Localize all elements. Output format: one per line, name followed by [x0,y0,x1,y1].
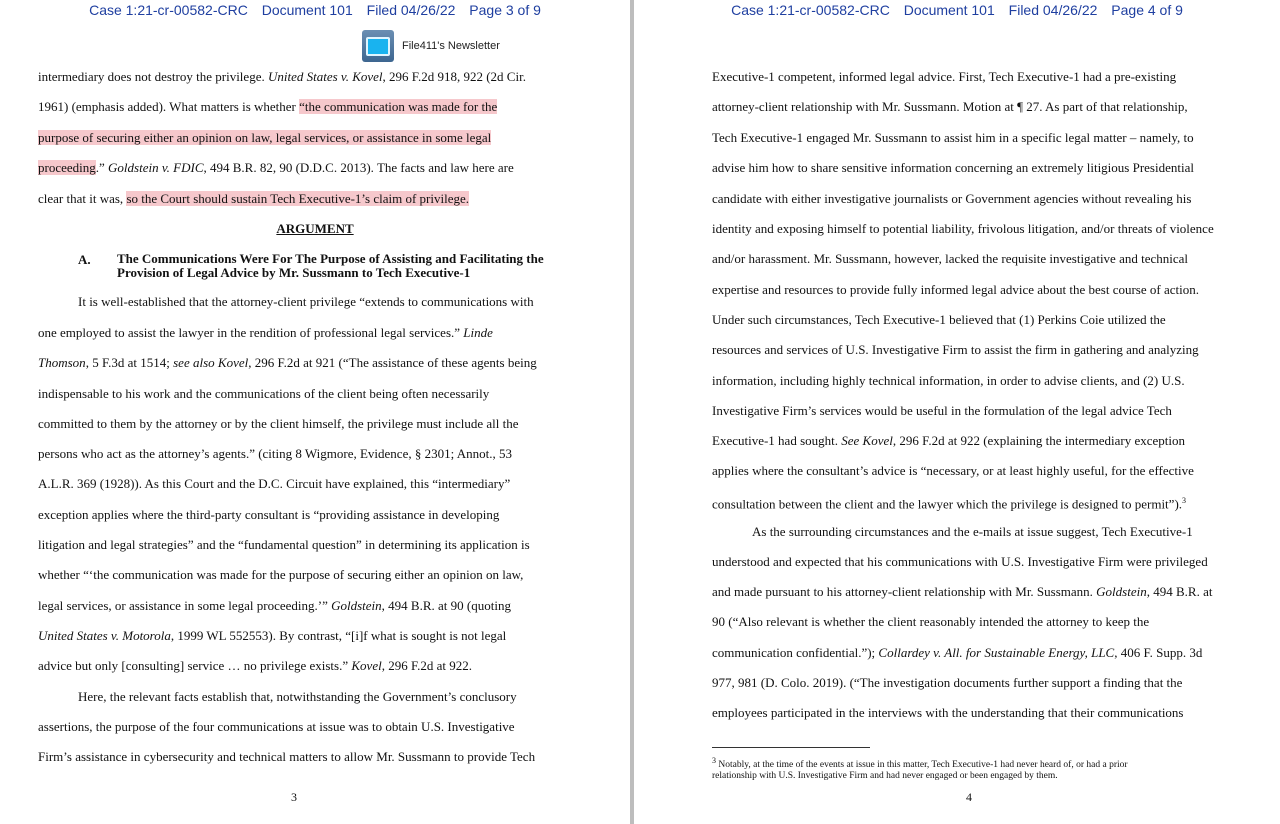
body-line: Here, the relevant facts establish that, notwithstanding the Government’s conclusory [78,689,517,704]
body-line: understood and expected that his communications with U.S. Investigative Firm were privileged [712,554,1208,569]
body-line: whether “‘the communication was made for the purpose of securing either an opinion on law, [38,567,524,582]
page-count: Page 3 of 9 [469,2,541,18]
subsection-letter: A. [78,252,91,267]
filed-date: Filed 04/26/22 [1008,2,1098,18]
body-line: candidate with either investigative journalists or Government agencies without revealing his [712,191,1192,206]
body-line: Investigative Firm’s services would be useful in the formulation of the legal advice Tech [712,403,1172,418]
body-line: United States v. Motorola, 1999 WL 552553). By contrast, “[i]f what is sought is not legal [38,628,507,643]
body-line: clear that it was, so the Court should sustain Tech Executive-1’s claim of privilege. [38,191,469,206]
page-header-right [634,2,1280,18]
subsection-title: The Communications Were For The Purpose of Assisting and Facilitating the Provision of Legal Advice by Mr. Sussmann to Tech Executive-1 [117,251,544,280]
body-line: information, including highly technical information, in order to advise clients, and (2) U.S. [712,373,1185,388]
body-line: Executive-1 competent, informed legal advice. First, Tech Executive-1 had a pre-existing [712,69,1177,84]
body-line: As the surrounding circumstances and the e-mails at issue suggest, Tech Executive-1 [752,524,1193,539]
highlighted-text: purpose of securing either an opinion on law, legal services, or assistance in some legal [38,130,492,145]
highlighted-text: proceeding [38,160,96,175]
body-line: indispensable to his work and the communications of the client being often necessarily [38,386,490,401]
body-line: committed to them by the attorney or by the client himself, the privilege must include all the [38,416,519,431]
newsletter-badge[interactable] [362,30,500,62]
case-number: Case 1:21-cr-00582-CRC [731,2,890,18]
body-line: exception applies where the third-party consultant is “providing assistance in developing [38,507,500,522]
footnote-marker[interactable]: 3 [1182,496,1187,505]
footnote-separator [712,747,870,748]
body-line: applies where the consultant’s advice is “necessary, or at least highly useful, for the effective [712,463,1194,478]
body-line: Executive-1 had sought. See Kovel, 296 F.2d at 922 (explaining the intermediary exception [712,433,1185,448]
body-line: consultation between the client and the lawyer which the privilege is designed to permit”).$^3$ [712,496,1187,512]
body-line: Tech Executive-1 engaged Mr. Sussmann to assist him in a specific legal matter – namely, to [712,130,1194,145]
document-page-4 [634,0,1280,824]
body-line: resources and services of U.S. Investigative Firm to assist the firm in gathering and analyzing [712,342,1199,357]
body-line: 90 (“Also relevant is whether the client reasonably intended the attorney to keep the [712,614,1150,629]
body-line: advise him how to share sensitive information concerning an extremely litigious Presidential [712,160,1194,175]
section-heading: ARGUMENT [276,221,354,236]
page-count: Page 4 of 9 [1111,2,1183,18]
body-line: proceeding.” Goldstein v. FDIC, 494 B.R. 82, 90 (D.D.C. 2013). The facts and law here are [38,160,514,175]
document-number: Document 101 [261,2,353,18]
body-line: 977, 981 (D. Colo. 2019). (“The investigation documents further support a finding that the [712,675,1183,690]
body-line: 1961) (emphasis added). What matters is whether “the communication was made for the [38,99,498,114]
document-number: Document 101 [903,2,995,18]
page-number: 4 [966,790,972,804]
body-line: communication confidential.”); Collardey v. All. for Sustainable Energy, LLC, 406 F. Supp. 3d [712,645,1203,660]
body-line: Thomson, 5 F.3d at 1514; see also Kovel, 296 F.2d at 921 (“The assistance of these agents being [38,355,537,370]
body-line: expertise and resources to provide fully informed legal advice about the best course of action. [712,282,1199,297]
highlighted-text: “the communication was made for the [299,99,498,114]
computer-monitor-icon [362,30,394,62]
body-line: Firm’s assistance in cybersecurity and technical matters to allow Mr. Sussmann to provide Tech [38,749,536,764]
highlighted-text: so the Court should sustain Tech Executive-1’s claim of privilege. [126,191,469,206]
body-line: assertions, the purpose of the four communications at issue was to obtain U.S. Investigative [38,719,515,734]
body-line: persons who act as the attorney’s agents.” (citing 8 Wigmore, Evidence, § 2301; Annot., 53 [38,446,512,461]
page-number: 3 [291,790,297,804]
body-line: and made pursuant to his attorney-client relationship with Mr. Sussmann. Goldstein, 494 B.R. at [712,584,1213,599]
body-line: intermediary does not destroy the privilege. United States v. Kovel, 296 F.2d 918, 922 (2d Cir. [38,69,526,84]
body-line: attorney-client relationship with Mr. Sussmann. Motion at ¶ 27. As part of that relationship, [712,99,1188,114]
page-header-left [0,2,630,18]
body-line: advice but only [consulting] service … no privilege exists.” Kovel, 296 F.2d at 922. [38,658,473,673]
body-line: one employed to assist the lawyer in the rendition of professional legal services.” Linde [38,325,493,340]
footnote: $^3$ Notably, at the time of the events at issue in this matter, Tech Executive-1 had never heard of, or had a prior relationship with U.S. Investigative Firm and had never engaged or been engaged by them. [712,756,1128,782]
body-line: identity and exposing himself to potential liability, frivolous litigation, and/or threats of violence [712,221,1214,236]
body-line [38,130,491,146]
body-line: legal services, or assistance in some legal proceeding.’” Goldstein, 494 B.R. at 90 (quoting [38,598,511,613]
body-line: litigation and legal strategies” and the “fundamental question” in determining its application is [38,537,530,552]
case-number: Case 1:21-cr-00582-CRC [89,2,248,18]
body-line: A.L.R. 369 (1928)). As this Court and the D.C. Circuit have explained, this “intermediary” [38,476,511,491]
document-page-3 [0,0,630,824]
filed-date: Filed 04/26/22 [366,2,456,18]
body-line: and/or harassment. Mr. Sussmann, however, lacked the requisite investigative and technical [712,251,1189,266]
body-line: It is well-established that the attorney-client privilege “extends to communications with [78,294,534,309]
body-line: Under such circumstances, Tech Executive-1 believed that (1) Perkins Coie utilized the [712,312,1166,327]
body-line: employees participated in the interviews with the understanding that their communications [712,705,1184,720]
newsletter-label: File411's Newsletter [402,40,500,52]
